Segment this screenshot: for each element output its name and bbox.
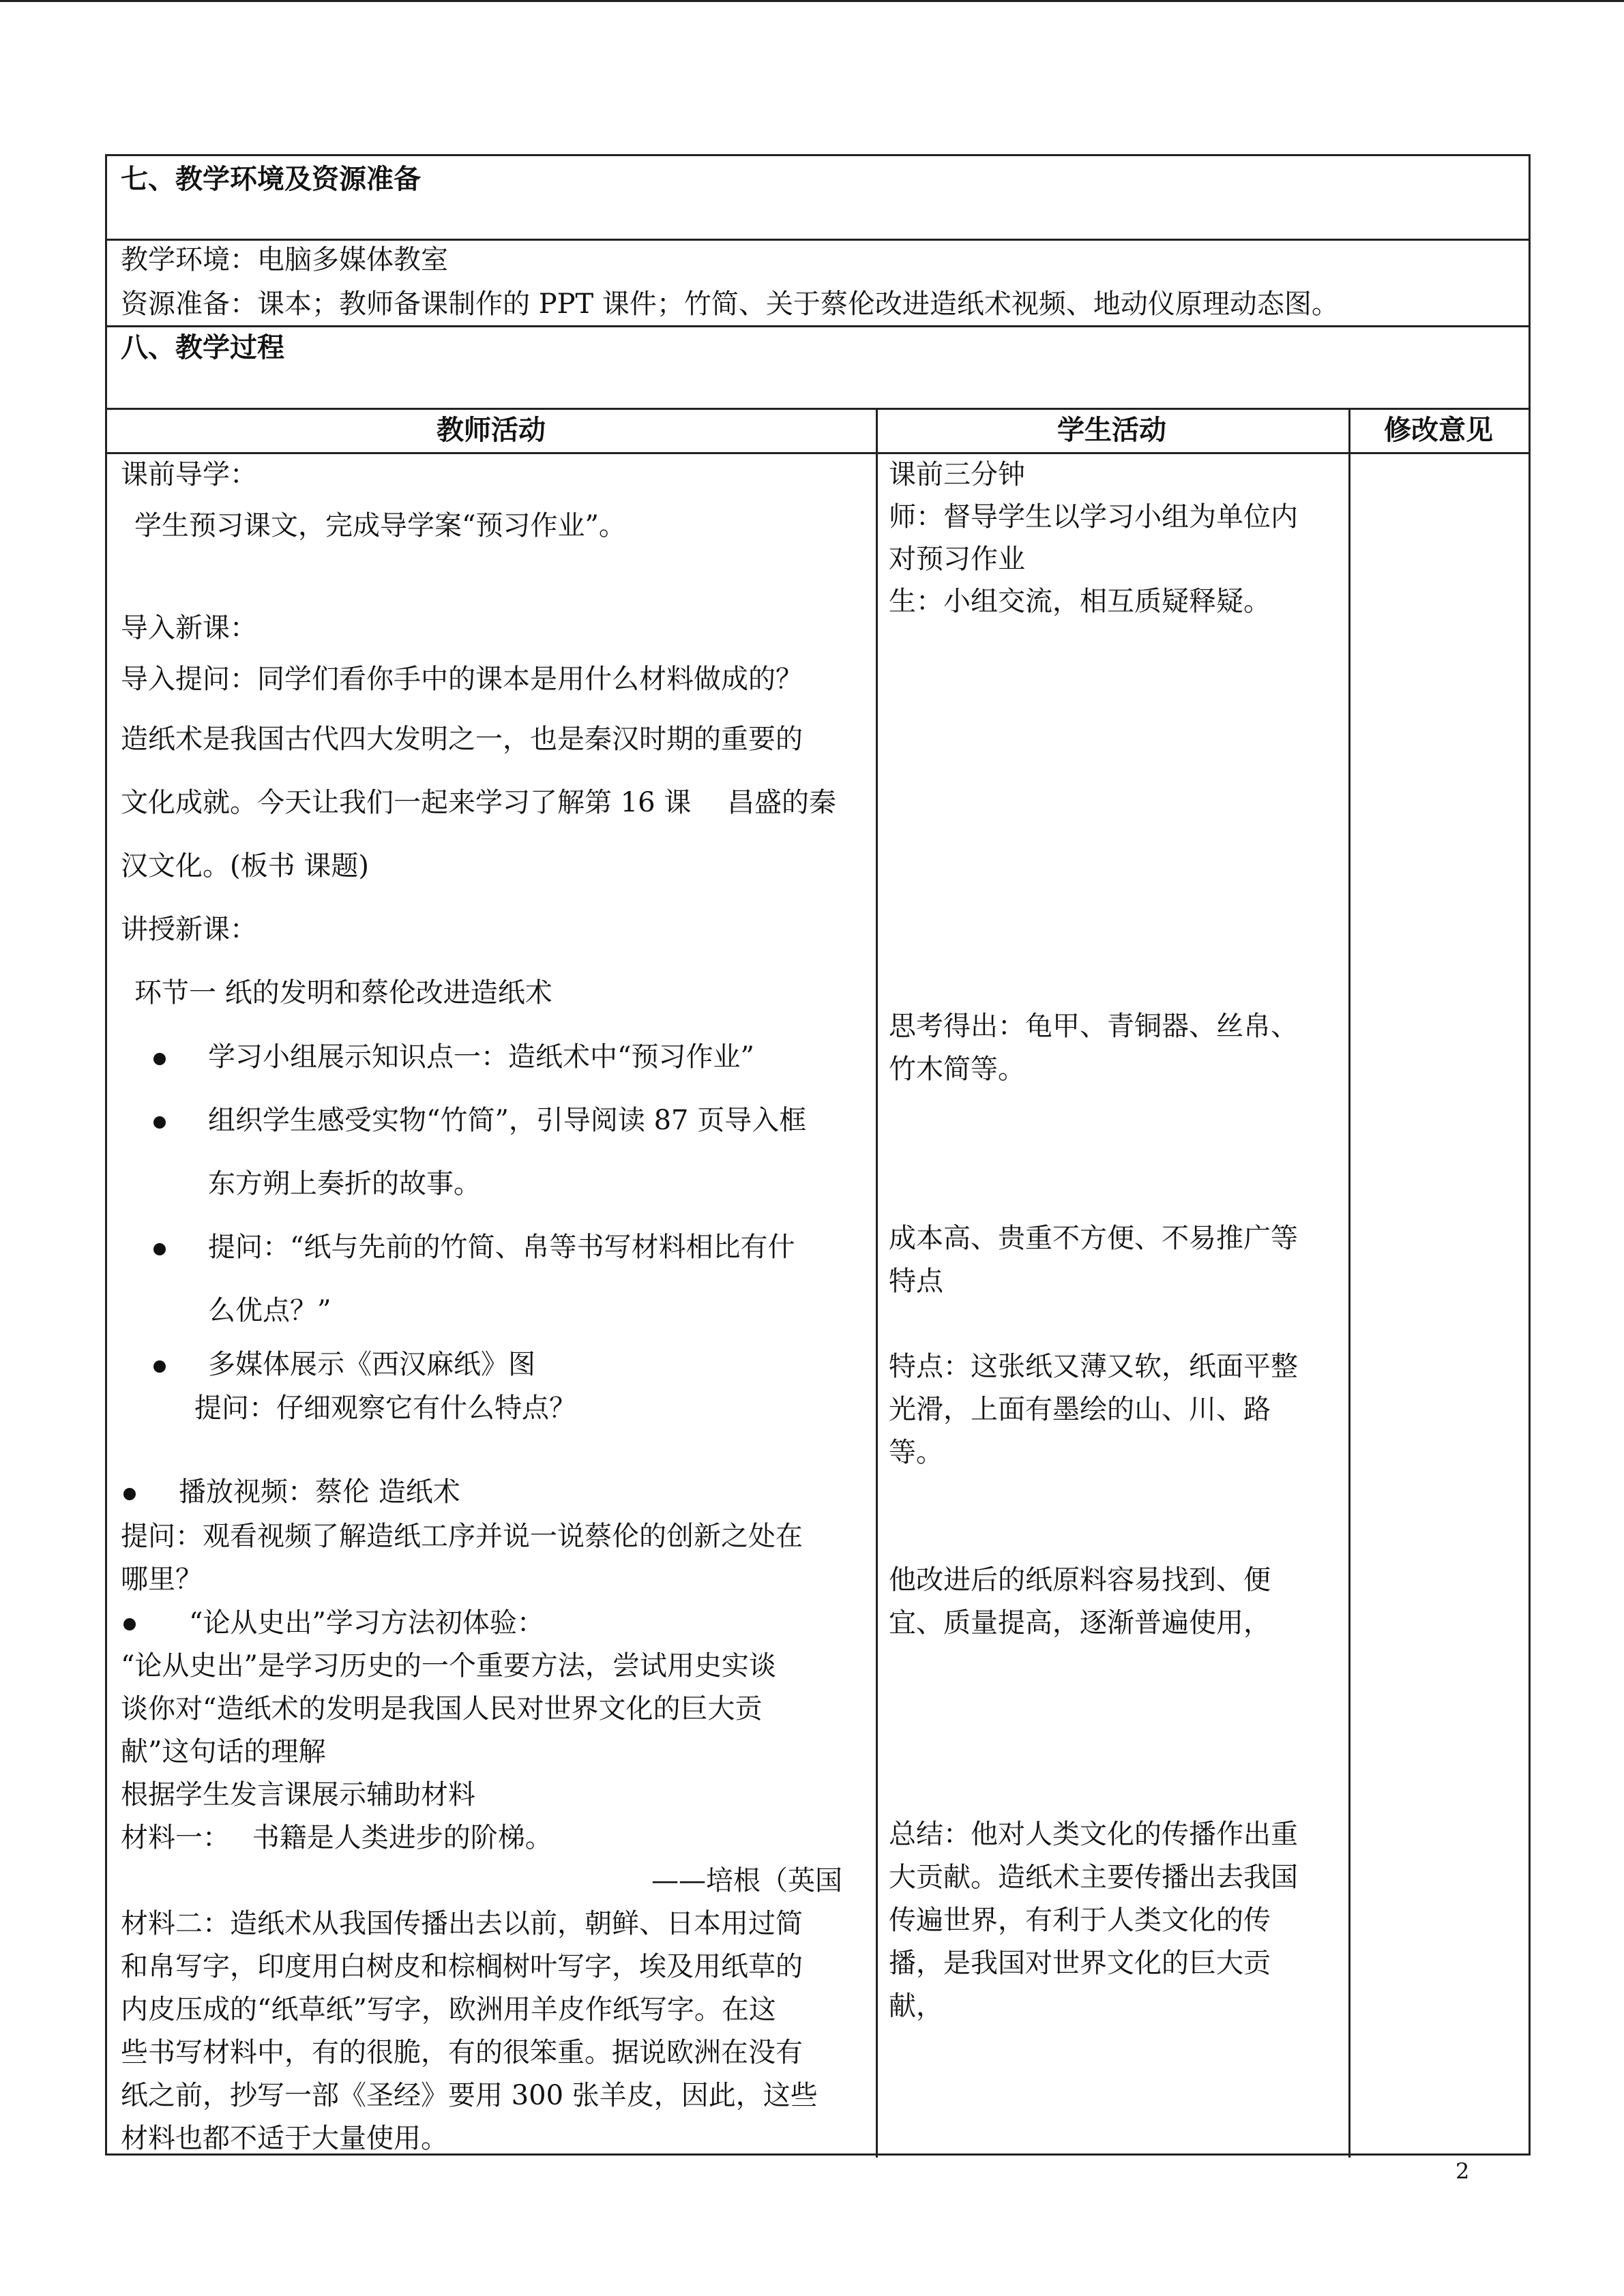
resource-line: 资源准备：课本；教师备课制作的 PPT 课件；竹简、关于蔡伦改进造纸术视频、地动仪原理动态图。 <box>121 288 1339 320</box>
teacher-bullet-item: 组织学生感受实物“竹简”，引导阅读 87 页导入框 <box>208 1105 807 1136</box>
top-border-line <box>0 0 1624 2</box>
teacher-intro-paragraph: 造纸术是我国古代四大发明之一，也是秦汉时期的重要的 <box>121 724 803 755</box>
teacher-bullet-question: 提问：观看视频了解造纸工序并说一说蔡伦的创新之处在 <box>121 1521 803 1552</box>
student-activity-line: 献， <box>889 1991 943 2022</box>
teacher-intro-label: 导入新课： <box>121 612 257 644</box>
teacher-task-text: 献”这句话的理解 <box>121 1736 326 1768</box>
teacher-intro-paragraph: 文化成就。今天让我们一起来学习了解第 16 课 昌盛的秦 <box>121 787 837 818</box>
bullet-dot <box>153 1053 166 1065</box>
teacher-bullet-item: 学习小组展示知识点一：造纸术中“预习作业” <box>208 1041 754 1073</box>
bullet-dot <box>153 1360 166 1373</box>
student-activity-line: 播，是我国对世界文化的巨大贡 <box>889 1948 1271 1979</box>
section-title-process: 八、教学过程 <box>121 332 284 363</box>
bullet-dot <box>153 1243 166 1255</box>
material-two: 纸之前，抄写一部《圣经》要用 300 张羊皮，因此，这些 <box>121 2080 818 2111</box>
row-divider <box>107 452 1529 454</box>
student-activity-line: 竹木简等。 <box>889 1054 1025 1085</box>
bullet-dot <box>123 1618 136 1630</box>
material-one: 材料一： 书籍是人类进步的阶梯。 <box>121 1822 552 1853</box>
material-two: 材料也都不适于大量使用。 <box>121 2123 448 2154</box>
header-student-activity: 学生活动 <box>1057 415 1166 446</box>
student-activity-line: 师：督导学生以学习小组为单位内 <box>889 501 1298 533</box>
header-teacher-activity: 教师活动 <box>437 415 546 446</box>
student-activity-line: 宜、质量提高，逐渐普遍使用， <box>889 1607 1271 1639</box>
teacher-bullet-question: 提问：仔细观察它有什么特点？ <box>194 1392 576 1424</box>
teacher-pre-task: 学生预习课文，完成导学案“预习作业”。 <box>134 510 626 541</box>
student-activity-line: 他改进后的纸原料容易找到、便 <box>889 1564 1271 1596</box>
teacher-bullet-item: 提问：“纸与先前的竹简、帛等书写材料相比有什 <box>208 1232 795 1263</box>
column-divider <box>876 408 878 2158</box>
row-divider <box>107 325 1529 327</box>
teacher-intro-paragraph: 汉文化。(板书 课题) <box>121 850 369 882</box>
teacher-lesson-label: 讲授新课： <box>121 914 257 945</box>
header-revision-notes: 修改意见 <box>1384 415 1493 446</box>
student-activity-line: 对预习作业 <box>889 543 1025 575</box>
teacher-task-text: “论从史出”是学习历史的一个重要方法，尝试用史实谈 <box>121 1650 776 1682</box>
material-two: 内皮压成的“纸草纸”写字，欧洲用羊皮作纸写字。在这 <box>121 1994 776 2025</box>
student-activity-line: 总结：他对人类文化的传播作出重 <box>889 1819 1298 1850</box>
student-activity-line: 传遍世界，有利于人类文化的传 <box>889 1905 1271 1936</box>
student-activity-line: 特点：这张纸又薄又软，纸面平整 <box>889 1351 1298 1382</box>
teacher-intro-question: 导入提问：同学们看你手中的课本是用什么材料做成的？ <box>121 664 803 695</box>
student-activity-line: 生：小组交流，相互质疑释疑。 <box>889 586 1271 617</box>
teacher-bullet-item-cont: 么优点？” <box>208 1295 331 1326</box>
material-two: 材料二：造纸术从我国传播出去以前，朝鲜、日本用过简 <box>121 1908 803 1939</box>
bullet-dot <box>153 1116 166 1129</box>
material-two: 和帛写字，印度用白树皮和棕榈树叶写字，埃及用纸草的 <box>121 1951 803 1982</box>
student-activity-line: 成本高、贵重不方便、不易推广等 <box>889 1223 1298 1254</box>
teacher-bullet-item: 播放视频：蔡伦 造纸术 <box>179 1476 460 1508</box>
column-divider <box>1348 408 1350 2158</box>
teacher-aux-materials: 根据学生发言课展示辅助材料 <box>121 1779 475 1810</box>
teacher-bullet-item: 多媒体展示《西汉麻纸》图 <box>208 1349 535 1380</box>
material-one-source: ——培根（英国 <box>651 1865 842 1896</box>
section-title-environment: 七、教学环境及资源准备 <box>121 164 421 195</box>
teacher-task-text: 谈你对“造纸术的发明是我国人民对世界文化的巨大贡 <box>121 1693 763 1725</box>
student-activity-line: 特点 <box>889 1266 943 1297</box>
student-activity-line: 光滑，上面有墨绘的山、川、路 <box>889 1394 1271 1425</box>
teacher-bullet-item-cont: 东方朔上奏折的故事。 <box>208 1168 481 1199</box>
bullet-dot <box>123 1488 136 1500</box>
teacher-bullet-item: “论从史出”学习方法初体验： <box>189 1607 544 1639</box>
teacher-bullet-question: 哪里？ <box>121 1564 203 1595</box>
teacher-pre-label: 课前导学： <box>121 459 257 490</box>
material-two: 些书写材料中，有的很脆，有的很笨重。据说欧洲在没有 <box>121 2037 803 2068</box>
page-number: 2 <box>1456 2158 1470 2184</box>
student-activity-line: 思考得出：龟甲、青铜器、丝帛、 <box>889 1011 1298 1042</box>
student-activity-line: 课前三分钟 <box>889 459 1025 490</box>
environment-line: 教学环境：电脑多媒体教室 <box>121 244 448 275</box>
student-activity-line: 等。 <box>889 1437 943 1468</box>
teacher-link-one: 环节一 纸的发明和蔡伦改进造纸术 <box>134 977 552 1009</box>
student-activity-line: 大贡献。造纸术主要传播出去我国 <box>889 1862 1298 1893</box>
